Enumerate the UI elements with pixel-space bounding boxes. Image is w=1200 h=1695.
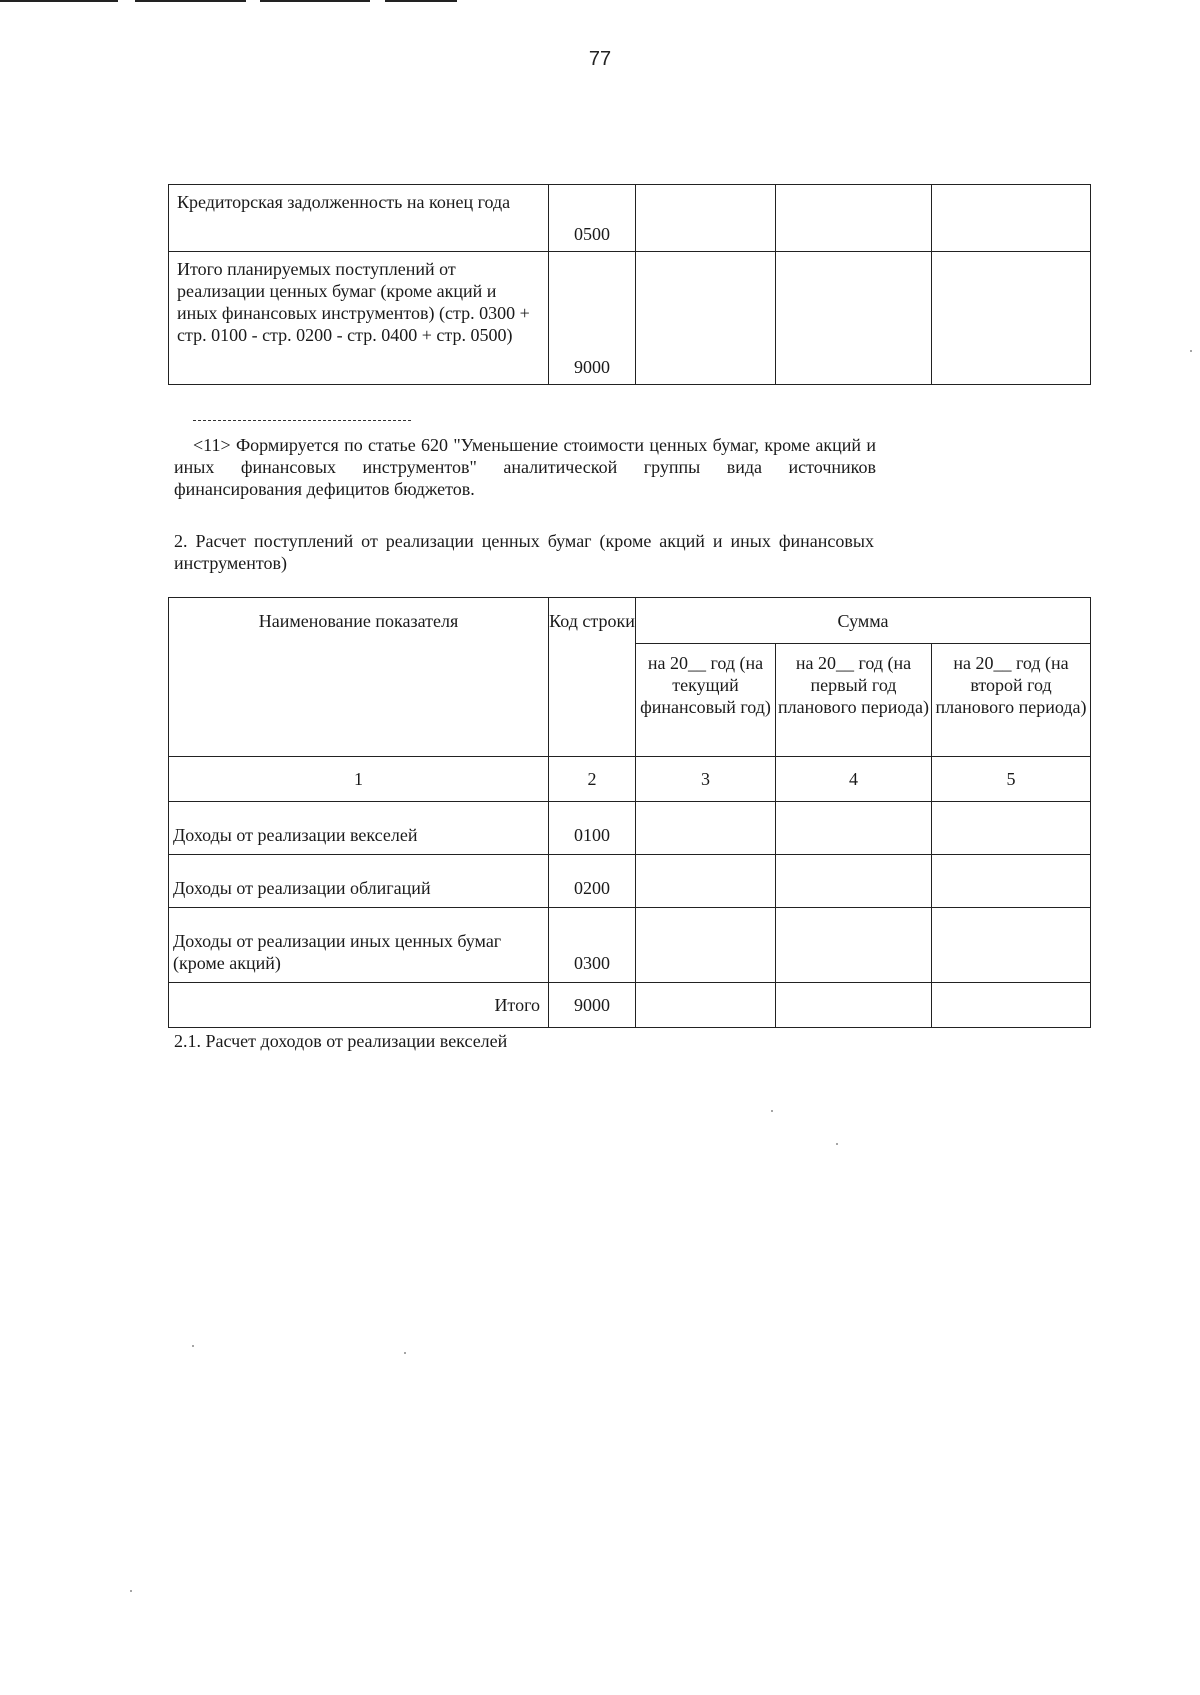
table-row <box>169 185 1091 252</box>
footnote-separator <box>193 420 411 421</box>
row-name: Доходы от реализации иных ценных бумаг (кроме акций) <box>169 908 549 983</box>
row-code: 0200 <box>549 855 636 908</box>
top-rule <box>0 0 118 2</box>
scan-speck <box>836 1143 838 1145</box>
column-number: 2 <box>549 757 636 802</box>
empty-cell <box>932 983 1091 1028</box>
empty-cell <box>776 185 932 252</box>
header-code: Код строки <box>549 598 636 757</box>
footnote-text: <11> Формируется по статье 620 "Уменьшение стоимости ценных бумаг, кроме акций и иных финансовых инструментов" аналитической группы вида источников финансирования дефицитов бюджетов. <box>174 435 876 499</box>
header-col5: на 20__ год (на второй год планового периода) <box>932 644 1091 757</box>
empty-cell <box>636 802 776 855</box>
total-label: Итого <box>169 983 549 1028</box>
empty-cell <box>932 802 1091 855</box>
header-col3: на 20__ год (на текущий финансовый год) <box>636 644 776 757</box>
empty-cell <box>636 855 776 908</box>
table-row <box>169 908 1091 983</box>
table-total-row <box>169 983 1091 1028</box>
empty-cell <box>636 983 776 1028</box>
column-number: 3 <box>636 757 776 802</box>
empty-cell <box>636 185 776 252</box>
row-code: 0300 <box>549 908 636 983</box>
row-code: 9000 <box>549 252 636 385</box>
empty-cell <box>776 983 932 1028</box>
column-number: 1 <box>169 757 549 802</box>
page-number: 77 <box>588 48 612 70</box>
row-code: 0100 <box>549 802 636 855</box>
top-rule <box>260 0 370 2</box>
empty-cell <box>932 908 1091 983</box>
scan-speck <box>192 1345 194 1347</box>
row-name: Кредиторская задолженность на конец года <box>169 185 549 252</box>
empty-cell <box>636 908 776 983</box>
top-rule <box>135 0 246 2</box>
table-header-row <box>169 598 1091 644</box>
empty-cell <box>776 252 932 385</box>
table-row <box>169 802 1091 855</box>
header-col4: на 20__ год (на первый год планового периода) <box>776 644 932 757</box>
column-number: 5 <box>932 757 1091 802</box>
header-sum: Сумма <box>636 598 1091 644</box>
row-name: Итого планируемых поступлений от реализации ценных бумаг (кроме акций и иных финансовых инструментов) (стр. 0300 + стр. 0100 - стр. 0200 - стр. 0400 + стр. 0500) <box>169 252 549 385</box>
scan-speck <box>404 1352 406 1354</box>
row-code: 0500 <box>549 185 636 252</box>
table-row <box>169 252 1091 385</box>
empty-cell <box>636 252 776 385</box>
table-securities-income <box>168 597 1091 1028</box>
row-name: Доходы от реализации векселей <box>169 802 549 855</box>
empty-cell <box>776 908 932 983</box>
scan-speck <box>130 1590 132 1592</box>
empty-cell <box>776 802 932 855</box>
total-code: 9000 <box>549 983 636 1028</box>
column-number-row <box>169 757 1091 802</box>
top-rule <box>385 0 457 2</box>
section-2-title: 2. Расчет поступлений от реализации ценных бумаг (кроме акций и иных финансовых инструментов) <box>174 531 874 573</box>
scan-speck <box>1190 350 1192 352</box>
section-2-1-title: 2.1. Расчет доходов от реализации векселей <box>174 1031 508 1051</box>
scan-speck <box>771 1110 773 1112</box>
empty-cell <box>776 855 932 908</box>
row-name: Доходы от реализации облигаций <box>169 855 549 908</box>
empty-cell <box>932 252 1091 385</box>
column-number: 4 <box>776 757 932 802</box>
empty-cell <box>932 185 1091 252</box>
header-name: Наименование показателя <box>169 598 549 757</box>
table-row <box>169 855 1091 908</box>
table-continuation <box>168 184 1091 385</box>
empty-cell <box>932 855 1091 908</box>
